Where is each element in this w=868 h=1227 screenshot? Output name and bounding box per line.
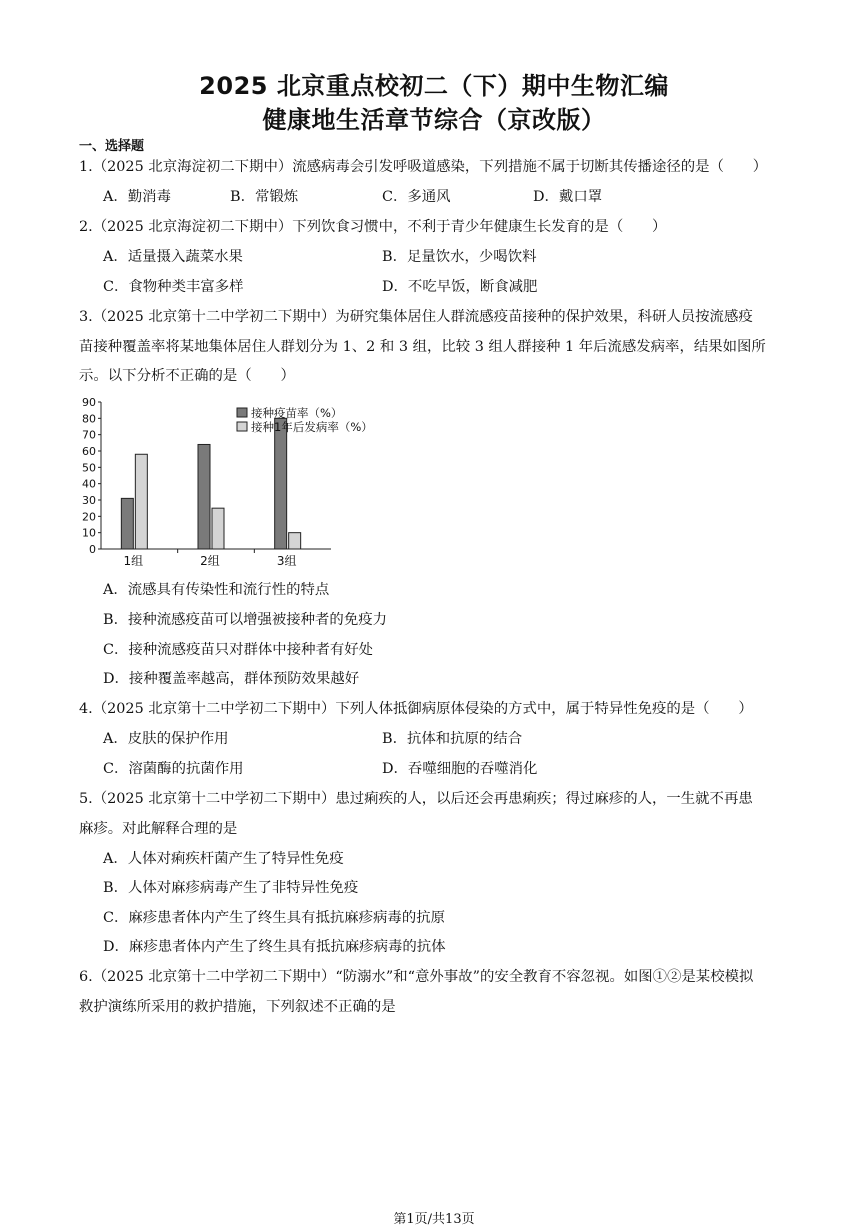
q4-option-d: D．吞噬细胞的吞噬消化 [382, 761, 538, 777]
bar-vaccination-rate [275, 418, 287, 549]
question-5-stem-line-2: 麻疹。对此解释合理的是 [79, 821, 238, 837]
question-3-stem-line-1: 3.（2025 北京第十二中学初二下期中）为研究集体居住人群流感疫苗接种的保护效果，科研人员按流感疫 [79, 309, 753, 325]
y-tick-label: 70 [82, 428, 96, 442]
page-footer: 第1页/共13页 [393, 1212, 475, 1227]
bar-incidence-rate [135, 454, 147, 549]
y-tick-label: 90 [82, 396, 96, 409]
bar-incidence-rate [289, 533, 301, 549]
question-2-stem: 2.（2025 北京海淀初二下期中）下列饮食习惯中，不利于青少年健康生长发育的是（ ） [79, 219, 667, 235]
y-tick-label: 20 [82, 510, 96, 524]
legend-swatch [237, 422, 247, 431]
legend-swatch [237, 408, 247, 417]
x-tick-label: 1组 [123, 554, 144, 568]
x-tick-label: 2组 [200, 554, 220, 568]
question-4-stem: 4.（2025 北京第十二中学初二下期中）下列人体抵御病原体侵染的方式中，属于特异性免疫的是（ ） [79, 701, 753, 717]
q3-option-b: B．接种流感疫苗可以增强被接种者的免疫力 [103, 612, 387, 628]
question-6-stem-line-1: 6.（2025 北京第十二中学初二下期中）“防溺水”和“意外事故”的安全教育不容忽视。如图①②是某校模拟 [79, 969, 754, 985]
y-tick-label: 60 [82, 445, 96, 458]
question-5-stem-line-1: 5.（2025 北京第十二中学初二下期中）患过痢疾的人，以后还会再患痢疾；得过麻疹的人，一生就不再患 [79, 791, 753, 807]
legend-label: 接种疫苗率（%） [251, 406, 343, 420]
q2-option-b: B．足量饮水，少喝饮料 [382, 249, 537, 265]
bar-vaccination-rate [198, 444, 210, 549]
q1-option-c: C．多通风 [382, 189, 451, 205]
q3-option-d: D．接种覆盖率越高，群体预防效果越好 [103, 671, 360, 687]
q4-option-a: A．皮肤的保护作用 [103, 731, 229, 747]
y-tick-label: 80 [82, 412, 96, 426]
question-6-stem-line-2: 救护演练所采用的救护措施，下列叙述不正确的是 [79, 999, 396, 1015]
y-tick-label: 40 [82, 477, 96, 491]
question-3-stem-line-2: 苗接种覆盖率将某地集体居住人群划分为 1、2 和 3 组，比较 3 组人群接种 1 年后流感发病率，结果如图所 [79, 339, 766, 355]
q5-option-b: B．人体对麻疹病毒产生了非特异性免疫 [103, 880, 359, 896]
q2-option-a: A．适量摄入蔬菜水果 [103, 249, 243, 265]
q2-option-c: C．食物种类丰富多样 [103, 279, 244, 295]
y-tick-label: 50 [82, 461, 96, 475]
q5-option-c: C．麻疹患者体内产生了终生具有抵抗麻疹病毒的抗原 [103, 910, 445, 926]
x-tick-label: 3组 [276, 554, 297, 568]
bar-incidence-rate [212, 508, 224, 549]
y-tick-label: 30 [82, 494, 96, 507]
y-tick-label: 10 [82, 526, 96, 540]
q3-option-a: A．流感具有传染性和流行性的特点 [103, 582, 330, 598]
question-1-stem: 1.（2025 北京海淀初二下期中）流感病毒会引发呼吸道感染，下列措施不属于切断其传播途径的是（ ） [79, 159, 768, 175]
document-title-line-2: 健康地生活章节综合（京改版） [262, 106, 606, 134]
vaccination-bar-chart [76, 394, 396, 572]
legend-label: 接种1年后发病率（%） [251, 420, 373, 434]
q1-option-b: B．常锻炼 [230, 189, 299, 205]
q3-option-c: C．接种流感疫苗只对群体中接种者有好处 [103, 642, 374, 658]
q5-option-d: D．麻疹患者体内产生了终生具有抵抗麻疹病毒的抗体 [103, 939, 446, 955]
q5-option-a: A．人体对痢疾杆菌产生了特异性免疫 [103, 851, 344, 867]
document-title-line-1: 2025 北京重点校初二（下）期中生物汇编 [199, 72, 669, 100]
q4-option-c: C．溶菌酶的抗菌作用 [103, 761, 244, 777]
y-tick-label: 0 [89, 543, 96, 556]
bar-vaccination-rate [121, 498, 133, 549]
q1-option-a: A．勤消毒 [103, 189, 171, 205]
q2-option-d: D．不吃早饭，断食减肥 [382, 279, 538, 295]
section-heading: 一、选择题 [79, 139, 145, 154]
q4-option-b: B．抗体和抗原的结合 [382, 731, 523, 747]
question-3-stem-line-3: 示。以下分析不正确的是（ ） [79, 368, 295, 384]
q1-option-d: D．戴口罩 [533, 189, 603, 205]
